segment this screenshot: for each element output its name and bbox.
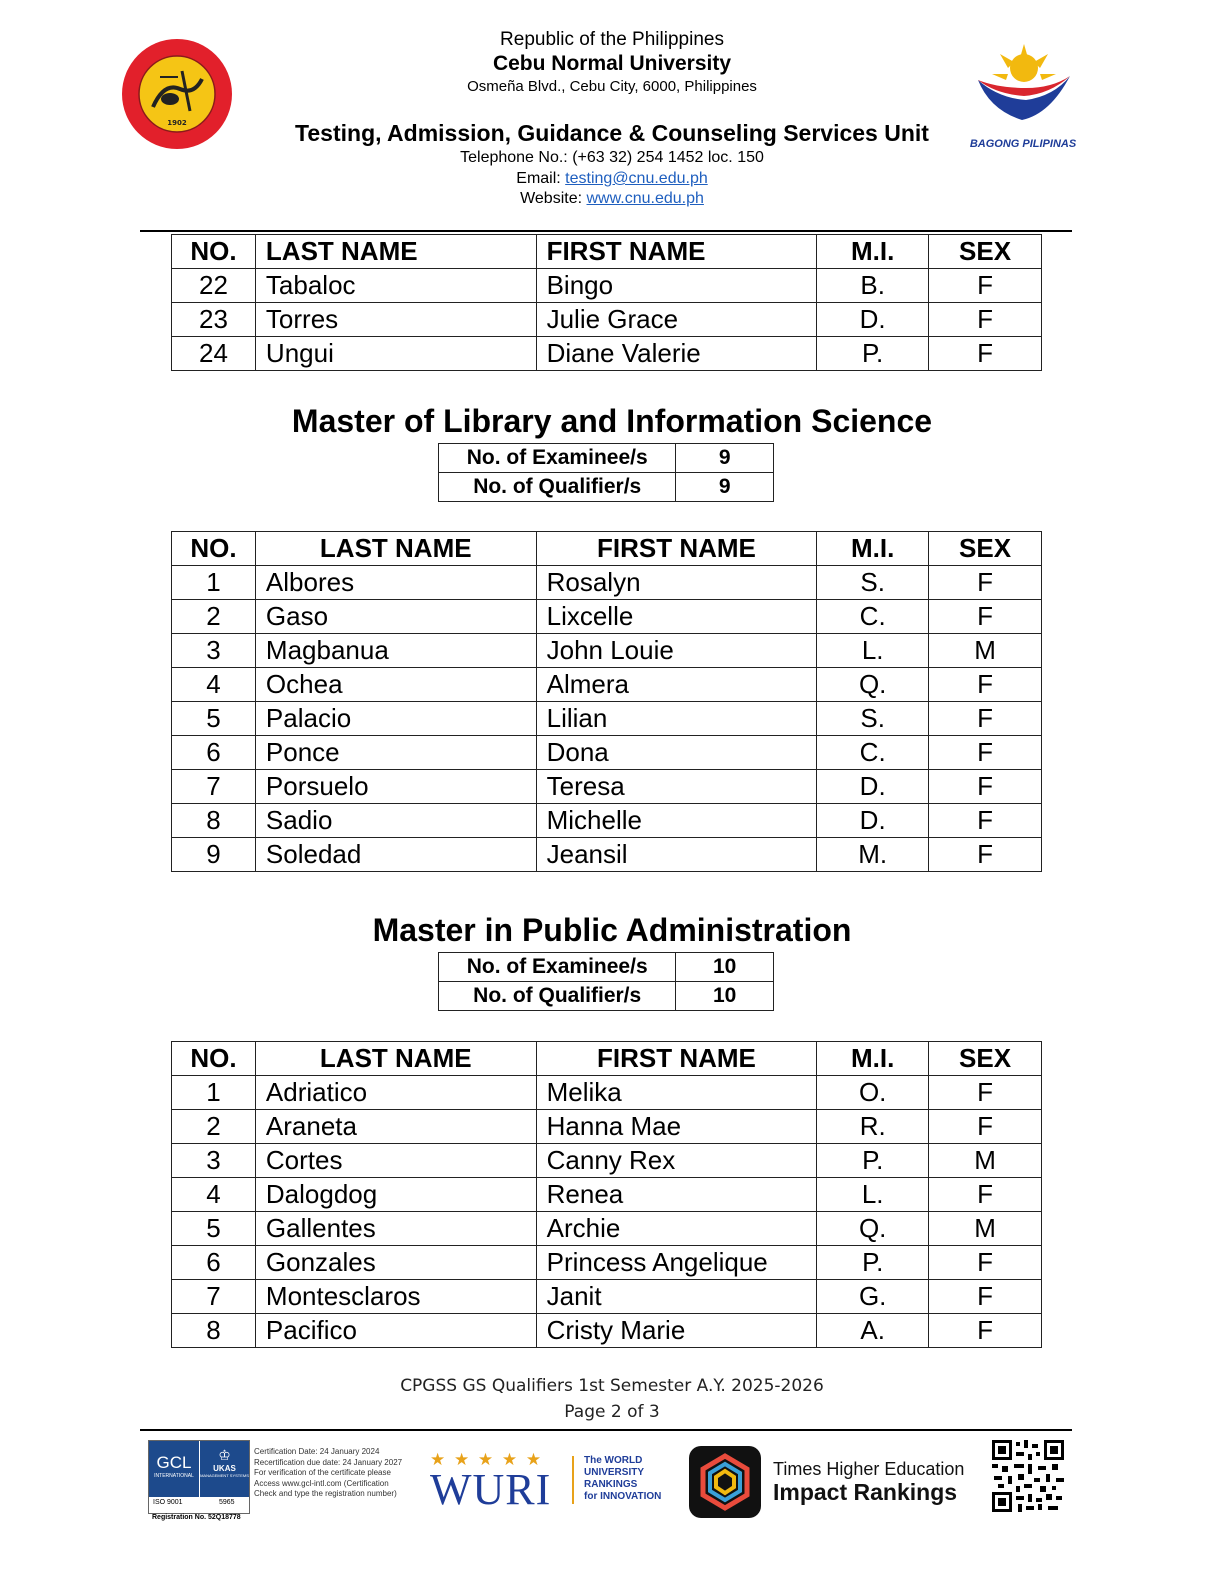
ukas-badge xyxy=(200,1441,249,1497)
cell-last-name: Ungui xyxy=(255,337,536,371)
table-row xyxy=(172,269,1042,303)
cell-first-name: Jeansil xyxy=(536,838,817,872)
table-row xyxy=(172,770,1042,804)
table-header-row xyxy=(172,1042,1042,1076)
cell-first-name: Julie Grace xyxy=(536,303,817,337)
ukas-number: 5965 xyxy=(219,1499,235,1506)
cell-sex: F xyxy=(929,668,1042,702)
examinees-label: No. of Examinee/s xyxy=(439,953,676,982)
cell-sex: F xyxy=(929,303,1042,337)
cell-last-name: Dalogdog xyxy=(255,1178,536,1212)
col-last-name: LAST NAME xyxy=(255,1042,536,1076)
gcl-ukas-logo xyxy=(148,1440,250,1514)
examinees-row xyxy=(439,953,774,982)
header-unit: Testing, Admission, Guidance & Counseling Services Unit xyxy=(295,120,929,146)
the-line1: Times Higher Education xyxy=(773,1459,965,1479)
cell-last-name: Ochea xyxy=(255,668,536,702)
bagong-pilipinas-text: BAGONG PILIPINAS xyxy=(969,138,1077,150)
cell-mi: S. xyxy=(817,566,929,600)
certification-info xyxy=(254,1447,424,1500)
gcl-badge xyxy=(149,1441,199,1497)
cell-sex: F xyxy=(929,1076,1042,1110)
header-website xyxy=(0,190,1224,208)
ukas-text: UKAS xyxy=(213,1464,236,1473)
cell-last-name: Pacifico xyxy=(255,1314,536,1348)
cell-sex: F xyxy=(929,736,1042,770)
cell-last-name: Adriatico xyxy=(255,1076,536,1110)
cell-sex: F xyxy=(929,770,1042,804)
col-first-name: FIRST NAME xyxy=(536,532,817,566)
examinees-count: 10 xyxy=(676,953,774,982)
cert-line: Access www.gcl-intl.com (Certification xyxy=(254,1478,389,1488)
cell-mi: P. xyxy=(817,1144,929,1178)
cell-last-name: Gaso xyxy=(255,600,536,634)
email-link[interactable]: testing@cnu.edu.ph xyxy=(565,170,708,187)
svg-text:1902: 1902 xyxy=(167,119,187,127)
cell-first-name: Dona xyxy=(536,736,817,770)
col-no: NO. xyxy=(172,532,256,566)
cell-mi: C. xyxy=(817,736,929,770)
header-university: Cebu Normal University xyxy=(492,52,732,75)
website-link[interactable]: www.cnu.edu.ph xyxy=(586,190,704,207)
cell-first-name: Janit xyxy=(536,1280,817,1314)
cell-first-name: Teresa xyxy=(536,770,817,804)
cell-mi: L. xyxy=(817,634,929,668)
cell-sex: F xyxy=(929,1314,1042,1348)
table-row xyxy=(172,1314,1042,1348)
wuri-logo: WURI xyxy=(430,1465,552,1514)
cell-no: 8 xyxy=(172,1314,256,1348)
header-email xyxy=(0,170,1224,188)
header-divider xyxy=(140,230,1072,232)
cell-no: 9 xyxy=(172,838,256,872)
table-row xyxy=(172,303,1042,337)
cell-mi: D. xyxy=(817,303,929,337)
cell-first-name: Melika xyxy=(536,1076,817,1110)
header-republic: Republic of the Philippines xyxy=(500,29,724,50)
cell-first-name: Canny Rex xyxy=(536,1144,817,1178)
cert-line: For verification of the certificate please xyxy=(254,1468,391,1477)
crown-icon: ♔ xyxy=(218,1447,231,1463)
cell-mi: Q. xyxy=(817,1212,929,1246)
the-impact-rankings-icon xyxy=(689,1446,761,1518)
table-row xyxy=(172,1110,1042,1144)
cell-last-name: Magbanua xyxy=(255,634,536,668)
col-first-name: FIRST NAME xyxy=(536,1042,817,1076)
gcl-text: GCL xyxy=(156,1453,192,1472)
qualifiers-label: No. of Qualifier/s xyxy=(439,982,676,1011)
continued-qualifiers-table xyxy=(171,234,1042,371)
mlis-stats-table xyxy=(438,443,774,502)
cell-first-name: Archie xyxy=(536,1212,817,1246)
cell-mi: R. xyxy=(817,1110,929,1144)
cell-no: 2 xyxy=(172,600,256,634)
cell-mi: L. xyxy=(817,1178,929,1212)
registration-number: Registration No. 52Q18778 xyxy=(152,1514,241,1521)
cell-mi: M. xyxy=(817,838,929,872)
wuri-desc-line: UNIVERSITY xyxy=(584,1467,645,1478)
examinees-row xyxy=(439,444,774,473)
ukas-sub: MANAGEMENT SYSTEMS xyxy=(200,1473,249,1478)
cell-first-name: Lilian xyxy=(536,702,817,736)
cell-no: 1 xyxy=(172,566,256,600)
cell-sex: M xyxy=(929,634,1042,668)
cell-sex: F xyxy=(929,566,1042,600)
cell-no: 7 xyxy=(172,770,256,804)
cell-no: 4 xyxy=(172,668,256,702)
cell-no: 5 xyxy=(172,1212,256,1246)
cell-no: 3 xyxy=(172,634,256,668)
cell-mi: Q. xyxy=(817,668,929,702)
cell-no: 23 xyxy=(172,303,256,337)
cell-first-name: John Louie xyxy=(536,634,817,668)
cell-last-name: Araneta xyxy=(255,1110,536,1144)
col-mi: M.I. xyxy=(817,1042,929,1076)
table-row xyxy=(172,838,1042,872)
cell-no: 24 xyxy=(172,337,256,371)
cell-mi: O. xyxy=(817,1076,929,1110)
cell-sex: F xyxy=(929,1246,1042,1280)
cell-last-name: Ponce xyxy=(255,736,536,770)
cell-last-name: Torres xyxy=(255,303,536,337)
wuri-desc-line: for INNOVATION xyxy=(584,1491,662,1502)
cert-line: Certification Date: 24 January 2024 xyxy=(254,1447,380,1456)
cell-mi: B. xyxy=(817,269,929,303)
examinees-count: 9 xyxy=(676,444,774,473)
cell-no: 1 xyxy=(172,1076,256,1110)
cell-last-name: Gonzales xyxy=(255,1246,536,1280)
cell-last-name: Cortes xyxy=(255,1144,536,1178)
cert-line: Check and type the registration number) xyxy=(254,1489,397,1498)
qualifiers-row xyxy=(439,473,774,502)
table-row xyxy=(172,702,1042,736)
website-label: Website: xyxy=(520,190,587,207)
cell-mi: P. xyxy=(817,337,929,371)
table-header-row xyxy=(172,235,1042,269)
cell-last-name: Porsuelo xyxy=(255,770,536,804)
cell-last-name: Soledad xyxy=(255,838,536,872)
qualifiers-count: 10 xyxy=(676,982,774,1011)
cell-first-name: Diane Valerie xyxy=(536,337,817,371)
cell-mi: A. xyxy=(817,1314,929,1348)
cell-no: 3 xyxy=(172,1144,256,1178)
cell-mi: D. xyxy=(817,770,929,804)
iso-label: ISO 9001 xyxy=(153,1499,183,1506)
mlis-qualifiers-table xyxy=(171,531,1042,872)
wuri-description xyxy=(584,1455,661,1503)
table-row xyxy=(172,1076,1042,1110)
qualifiers-row xyxy=(439,982,774,1011)
cell-no: 8 xyxy=(172,804,256,838)
cell-last-name: Albores xyxy=(255,566,536,600)
table-row xyxy=(172,736,1042,770)
cell-no: 2 xyxy=(172,1110,256,1144)
cell-first-name: Bingo xyxy=(536,269,817,303)
qualifiers-count: 9 xyxy=(676,473,774,502)
table-row xyxy=(172,668,1042,702)
cell-sex: F xyxy=(929,1110,1042,1144)
wuri-divider xyxy=(572,1456,574,1504)
qualifiers-label: No. of Qualifier/s xyxy=(439,473,676,502)
header-telephone: Telephone No.: (+63 32) 254 1452 loc. 150 xyxy=(460,149,764,166)
table-row xyxy=(172,1280,1042,1314)
cell-last-name: Sadio xyxy=(255,804,536,838)
col-sex: SEX xyxy=(929,1042,1042,1076)
table-row xyxy=(172,634,1042,668)
footer-document-name: CPGSS GS Qualifiers 1st Semester A.Y. 2025-2026 xyxy=(400,1376,824,1396)
cell-first-name: Renea xyxy=(536,1178,817,1212)
wuri-desc-line: The WORLD xyxy=(584,1455,643,1466)
cell-sex: F xyxy=(929,838,1042,872)
col-last-name: LAST NAME xyxy=(255,532,536,566)
col-sex: SEX xyxy=(929,235,1042,269)
cert-line: Recertification due date: 24 January 2027 xyxy=(254,1457,403,1467)
cell-sex: F xyxy=(929,1178,1042,1212)
col-no: NO. xyxy=(172,235,256,269)
cell-sex: F xyxy=(929,600,1042,634)
cell-last-name: Tabaloc xyxy=(255,269,536,303)
cell-no: 7 xyxy=(172,1280,256,1314)
examinees-label: No. of Examinee/s xyxy=(439,444,676,473)
wuri-desc-line: RANKINGS xyxy=(584,1479,638,1490)
cell-sex: F xyxy=(929,702,1042,736)
mpa-stats-table xyxy=(438,952,774,1011)
table-row xyxy=(172,1144,1042,1178)
section-title-mlis: Master of Library and Information Science xyxy=(291,403,933,439)
cell-no: 6 xyxy=(172,1246,256,1280)
cell-mi: S. xyxy=(817,702,929,736)
cell-last-name: Montesclaros xyxy=(255,1280,536,1314)
cell-first-name: Michelle xyxy=(536,804,817,838)
footer-divider xyxy=(140,1429,1072,1431)
cell-no: 4 xyxy=(172,1178,256,1212)
table-row xyxy=(172,337,1042,371)
cell-sex: F xyxy=(929,804,1042,838)
header-address: Osmeña Blvd., Cebu City, 6000, Philippines xyxy=(467,78,757,95)
cell-mi: P. xyxy=(817,1246,929,1280)
cell-first-name: Cristy Marie xyxy=(536,1314,817,1348)
cell-first-name: Princess Angelique xyxy=(536,1246,817,1280)
cell-sex: F xyxy=(929,337,1042,371)
cell-no: 5 xyxy=(172,702,256,736)
col-sex: SEX xyxy=(929,532,1042,566)
cell-no: 6 xyxy=(172,736,256,770)
cell-last-name: Palacio xyxy=(255,702,536,736)
gcl-sub: INTERNATIONAL xyxy=(154,1473,194,1479)
seal-text xyxy=(182,100,183,101)
cell-last-name: Gallentes xyxy=(255,1212,536,1246)
cell-no: 22 xyxy=(172,269,256,303)
cell-first-name: Hanna Mae xyxy=(536,1110,817,1144)
cell-first-name: Almera xyxy=(536,668,817,702)
cell-sex: M xyxy=(929,1212,1042,1246)
table-row xyxy=(172,1246,1042,1280)
mpa-qualifiers-table xyxy=(171,1041,1042,1348)
cell-sex: F xyxy=(929,269,1042,303)
col-last-name: LAST NAME xyxy=(255,235,536,269)
table-row xyxy=(172,1212,1042,1246)
cell-sex: F xyxy=(929,1280,1042,1314)
table-row xyxy=(172,566,1042,600)
col-mi: M.I. xyxy=(817,235,929,269)
col-first-name: FIRST NAME xyxy=(536,235,817,269)
cell-mi: D. xyxy=(817,804,929,838)
col-no: NO. xyxy=(172,1042,256,1076)
table-row xyxy=(172,600,1042,634)
cell-sex: M xyxy=(929,1144,1042,1178)
table-row xyxy=(172,1178,1042,1212)
the-line2: Impact Rankings xyxy=(773,1479,958,1505)
footer-page-number: Page 2 of 3 xyxy=(564,1402,660,1422)
cell-first-name: Lixcelle xyxy=(536,600,817,634)
cell-mi: C. xyxy=(817,600,929,634)
qr-code xyxy=(992,1440,1064,1512)
cell-mi: G. xyxy=(817,1280,929,1314)
table-row xyxy=(172,804,1042,838)
table-header-row xyxy=(172,532,1042,566)
email-label: Email: xyxy=(516,170,566,187)
wuri-stars: ★ ★ ★ ★ ★ xyxy=(430,1450,544,1469)
cell-first-name: Rosalyn xyxy=(536,566,817,600)
section-title-mpa: Master in Public Administration xyxy=(372,912,852,948)
col-mi: M.I. xyxy=(817,532,929,566)
